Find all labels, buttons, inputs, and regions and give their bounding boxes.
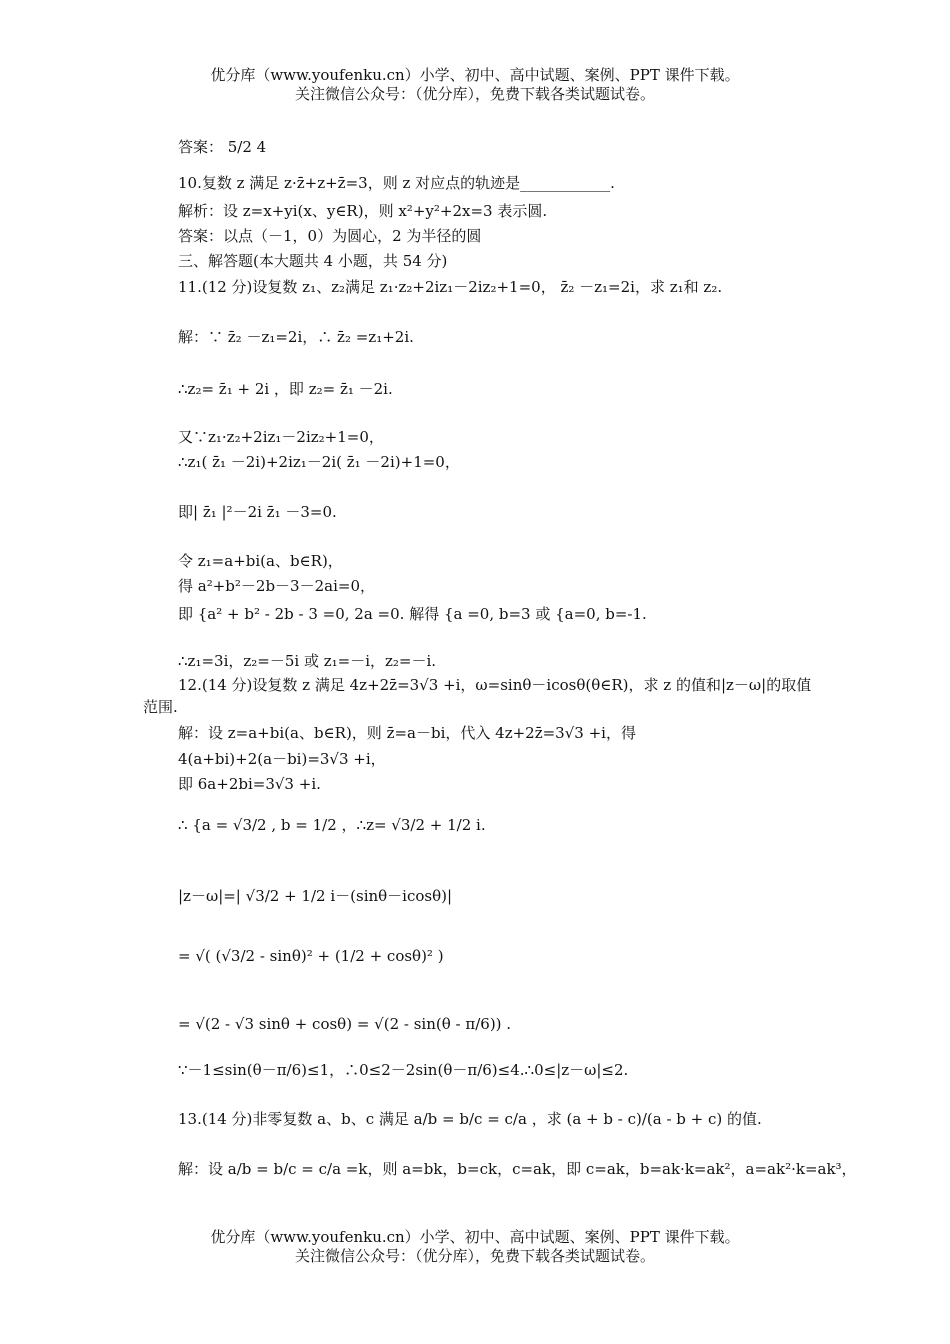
analysis-10: 解析：设 z=x+yi(x、y∈R)，则 x²+y²+2x=3 表示圆. (178, 202, 548, 220)
solution-11-line-4: ∴z₁( z̄₁ －2i)+2iz₁－2i( z̄₁ －2i)+1=0， (178, 453, 460, 471)
solution-12-line-8: ∵－1≤sin(θ－π/6)≤1，∴0≤2－2sin(θ－π/6)≤4.∴0≤|z－ω|≤2. (178, 1061, 629, 1079)
question-12: 12.(14 分)设复数 z 满足 4z+2z̄=3√3 +i，ω=sinθ－icosθ(θ∈R)，求 z 的值和|z－ω|的取值范围. (143, 676, 812, 716)
question-11: 11.(12 分)设复数 z₁、z₂满足 z₁·z₂+2iz₁－2iz₂+1=0， z̄₂ －z₁=2i，求 z₁和 z₂. (178, 278, 723, 296)
solution-13-line-1: 解：设 a/b = b/c = c/a =k，则 a=bk，b=ck，c=ak，即 c=ak，b=ak·k=ak²，a=ak²·k=ak³， (178, 1160, 857, 1178)
section-heading: 三、解答题(本大题共 4 小题，共 54 分) (178, 252, 448, 270)
header-line-2: 关注微信公众号：（优分库），免费下载各类试题试卷。 (294, 85, 655, 103)
solution-11-line-3: 又∵z₁·z₂+2iz₁－2iz₂+1=0， (178, 428, 384, 446)
header-line-1: 优分库（www.youfenku.cn）小学、初中、高中试题、案例、PPT 课件下载。 (210, 66, 740, 84)
solution-11-line-1: 解：∵ z̄₂ －z₁=2i，∴ z̄₂ =z₁+2i. (178, 328, 414, 346)
solution-12-line-1: 解：设 z=a+bi(a、b∈R)，则 z̄=a－bi，代入 4z+2z̄=3√3 +i，得 (178, 724, 636, 742)
question-10: 10.复数 z 满足 z·z̄+z+z̄=3，则 z 对应点的轨迹是____________. (178, 174, 615, 192)
solution-11-line-5: 即| z̄₁ |²－2i z̄₁ －3=0. (178, 503, 337, 521)
solution-11-line-7: 得 a²+b²－2b－3－2ai=0， (178, 577, 375, 595)
answer-9: 答案： 5/2 4 (178, 138, 267, 156)
solution-11-line-2: ∴z₂= z̄₁ + 2i ，即 z₂= z̄₁ －2i. (178, 380, 393, 398)
solution-12-line-6: = √( (√3/2 - sinθ)² + (1/2 + cosθ)² ) (178, 947, 444, 965)
solution-12-line-5: |z－ω|=| √3/2 + 1/2 i－(sinθ－icosθ)| (178, 887, 453, 905)
footer-line-1: 优分库（www.youfenku.cn）小学、初中、高中试题、案例、PPT 课件下载。 (210, 1228, 740, 1246)
footer-line-2: 关注微信公众号：（优分库），免费下载各类试题试卷。 (294, 1247, 655, 1265)
solution-12-line-3: 即 6a+2bi=3√3 +i. (178, 775, 321, 793)
solution-12-line-7: = √(2 - √3 sinθ + cosθ) = √(2 - sin(θ - π/6)) . (178, 1015, 512, 1033)
solution-11-result: ∴z₁=3i，z₂=－5i 或 z₁=－i，z₂=－i. (178, 652, 437, 670)
question-13: 13.(14 分)非零复数 a、b、c 满足 a/b = b/c = c/a ，求 (a + b - c)/(a - b + c) 的值. (178, 1110, 762, 1128)
solution-12-line-2: 4(a+bi)+2(a－bi)=3√3 +i， (178, 750, 386, 768)
solution-11-line-6: 令 z₁=a+bi(a、b∈R)， (178, 552, 343, 570)
solution-11-line-8: 即 {a² + b² - 2b - 3 =0, 2a =0. 解得 {a =0, b=3 或 {a=0, b=-1. (178, 605, 647, 623)
answer-10: 答案：以点（－1，0）为圆心，2 为半径的圆 (178, 227, 482, 245)
solution-12-line-4: ∴ {a = √3/2 , b = 1/2 ，∴z= √3/2 + 1/2 i. (178, 816, 486, 834)
